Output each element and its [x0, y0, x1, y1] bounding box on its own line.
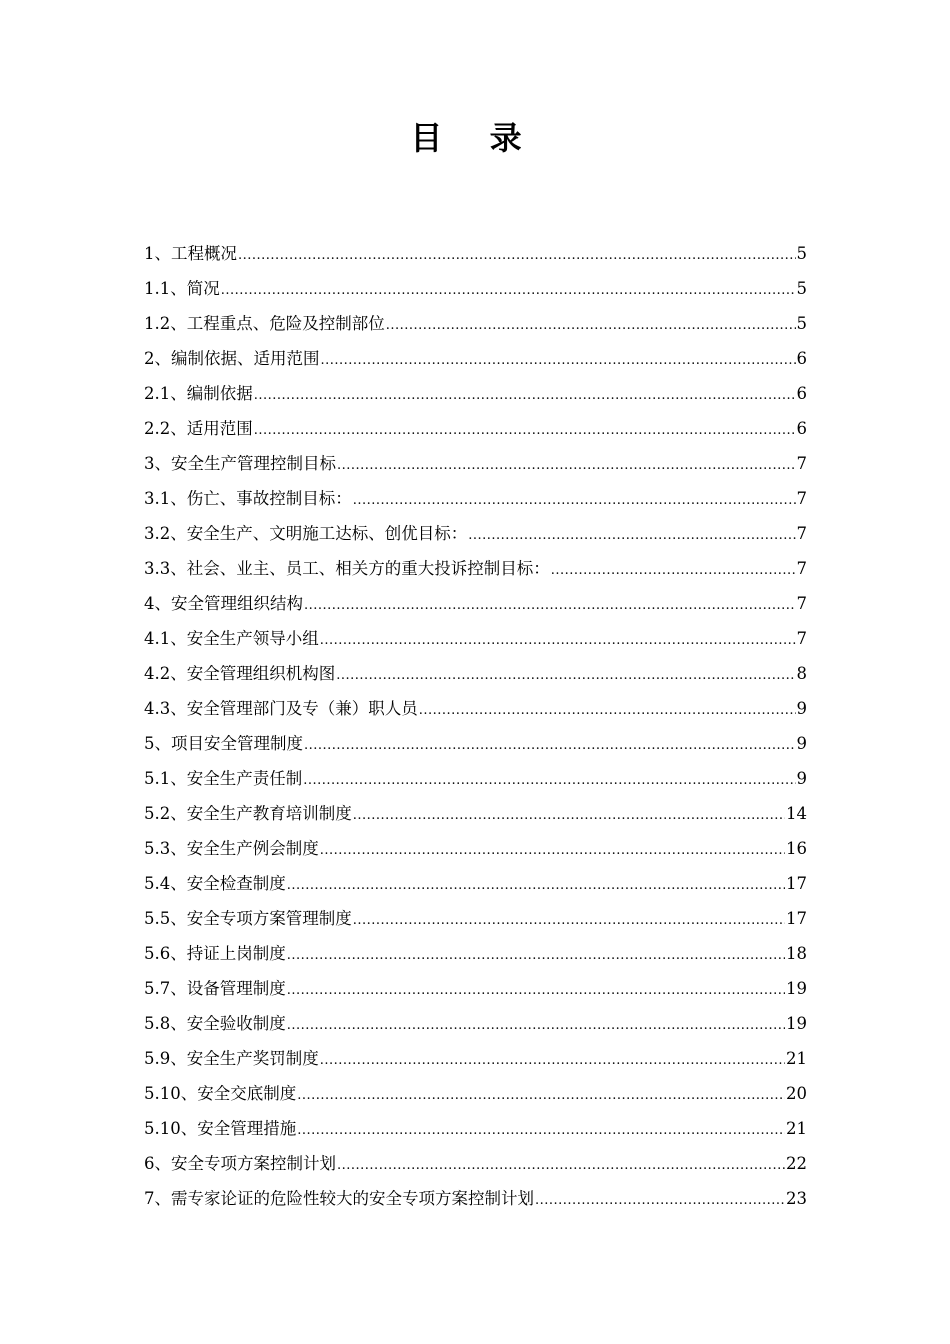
toc-dot-leader	[238, 238, 796, 273]
toc-dot-leader	[386, 308, 796, 343]
toc-entry-page-number: 19	[786, 1014, 807, 1033]
toc-dot-leader	[535, 1183, 785, 1218]
toc-entry[interactable]	[144, 971, 807, 1006]
toc-entry-label: 5.1、安全生产责任制	[144, 769, 303, 788]
toc-entry[interactable]	[144, 1006, 807, 1041]
toc-dot-leader	[419, 693, 796, 728]
toc-entry-label: 5.9、安全生产奖罚制度	[144, 1049, 319, 1068]
toc-dot-leader	[468, 518, 795, 553]
toc-dot-leader	[287, 938, 785, 973]
page-title: 目 录	[410, 119, 540, 157]
toc-entry-label: 3.2、安全生产、文明施工达标、创优目标：	[144, 524, 468, 543]
toc-dot-leader	[320, 833, 785, 868]
toc-entry-page-number: 7	[796, 524, 807, 543]
toc-entry-label: 7、需专家论证的危险性较大的安全专项方案控制计划	[144, 1189, 534, 1208]
toc-entry[interactable]	[144, 691, 807, 726]
toc-entry-page-number: 5	[796, 279, 807, 298]
toc-entry-page-number: 7	[796, 629, 807, 648]
toc-entry[interactable]	[144, 656, 807, 691]
toc-entry-label: 4.3、安全管理部门及专（兼）职人员	[144, 699, 418, 718]
toc-dot-leader	[287, 973, 785, 1008]
toc-entry-label: 5、项目安全管理制度	[144, 734, 303, 753]
toc-dot-leader	[297, 1113, 785, 1148]
toc-entry[interactable]	[144, 761, 807, 796]
toc-entry-label: 6、安全专项方案控制计划	[144, 1154, 336, 1173]
toc-entry-page-number: 9	[796, 734, 807, 753]
toc-entry-page-number: 16	[786, 839, 807, 858]
toc-entry-label: 5.4、安全检查制度	[144, 874, 286, 893]
toc-dot-leader	[320, 1043, 785, 1078]
toc-entry-label: 2、编制依据、适用范围	[144, 349, 320, 368]
toc-entry-page-number: 23	[786, 1189, 807, 1208]
toc-entry-page-number: 7	[796, 559, 807, 578]
toc-dot-leader	[337, 448, 796, 483]
toc-entry[interactable]	[144, 1076, 807, 1111]
toc-entry[interactable]	[144, 901, 807, 936]
toc-entry-page-number: 7	[796, 594, 807, 613]
toc-dot-leader	[337, 1148, 785, 1183]
toc-entry[interactable]	[144, 411, 807, 446]
toc-entry-label: 3、安全生产管理控制目标	[144, 454, 336, 473]
toc-entry[interactable]	[144, 866, 807, 901]
toc-entry[interactable]	[144, 376, 807, 411]
toc-entry-page-number: 5	[796, 244, 807, 263]
toc-dot-leader	[321, 343, 796, 378]
toc-dot-leader	[221, 273, 796, 308]
toc-entry-page-number: 14	[786, 804, 807, 823]
toc-entry[interactable]	[144, 236, 807, 271]
toc-entry[interactable]	[144, 1111, 807, 1146]
toc-entry-label: 5.3、安全生产例会制度	[144, 839, 319, 858]
toc-entry[interactable]	[144, 446, 807, 481]
toc-entry-page-number: 21	[786, 1119, 807, 1138]
toc-entry-page-number: 5	[796, 314, 807, 333]
toc-entry-label: 2.2、适用范围	[144, 419, 253, 438]
toc-dot-leader	[254, 413, 796, 448]
toc-dot-leader	[287, 1008, 785, 1043]
toc-dot-leader	[254, 378, 796, 413]
toc-entry-page-number: 18	[786, 944, 807, 963]
toc-entry[interactable]	[144, 831, 807, 866]
toc-entry-page-number: 17	[786, 874, 807, 893]
toc-entry-page-number: 22	[786, 1154, 807, 1173]
toc-entry-label: 5.8、安全验收制度	[144, 1014, 286, 1033]
toc-entry[interactable]	[144, 481, 807, 516]
toc-dot-leader	[336, 658, 795, 693]
toc-entry-label: 3.3、社会、业主、员工、相关方的重大投诉控制目标：	[144, 559, 550, 578]
toc-entry-label: 1、工程概况	[144, 244, 237, 263]
toc-entry[interactable]	[144, 621, 807, 656]
toc-entry-label: 4、安全管理组织结构	[144, 594, 303, 613]
toc-entry[interactable]	[144, 341, 807, 376]
toc-entry[interactable]	[144, 726, 807, 761]
toc-entry-page-number: 19	[786, 979, 807, 998]
toc-dot-leader	[353, 483, 796, 518]
toc-entry-page-number: 20	[786, 1084, 807, 1103]
toc-dot-leader	[551, 553, 796, 588]
toc-entry-page-number: 9	[796, 769, 807, 788]
toc-entry-label: 3.1、伤亡、事故控制目标：	[144, 489, 352, 508]
toc-dot-leader	[287, 868, 785, 903]
toc-dot-leader	[353, 903, 785, 938]
toc-dot-leader	[304, 728, 796, 763]
toc-entry-label: 2.1、编制依据	[144, 384, 253, 403]
toc-entry-page-number: 17	[786, 909, 807, 928]
toc-entry[interactable]	[144, 586, 807, 621]
toc-entry-page-number: 7	[796, 489, 807, 508]
toc-entry[interactable]	[144, 306, 807, 341]
toc-entry-label: 4.2、安全管理组织机构图	[144, 664, 336, 683]
toc-entry[interactable]	[144, 936, 807, 971]
toc-entry[interactable]	[144, 271, 807, 306]
toc-dot-leader	[304, 588, 796, 623]
toc-entry[interactable]	[144, 516, 807, 551]
toc-entry-label: 5.5、安全专项方案管理制度	[144, 909, 352, 928]
toc-dot-leader	[303, 763, 795, 798]
toc-entry-page-number: 6	[796, 384, 807, 403]
toc-dot-leader	[353, 798, 785, 833]
toc-entry-label: 5.10、安全管理措施	[144, 1119, 297, 1138]
table-of-contents	[144, 236, 807, 1216]
toc-entry[interactable]	[144, 1041, 807, 1076]
toc-entry[interactable]	[144, 1146, 807, 1181]
toc-entry-label: 1.2、工程重点、危险及控制部位	[144, 314, 385, 333]
toc-entry-label: 5.10、安全交底制度	[144, 1084, 297, 1103]
toc-dot-leader	[320, 623, 796, 658]
toc-entry-label: 5.6、持证上岗制度	[144, 944, 286, 963]
toc-entry-page-number: 6	[796, 419, 807, 438]
toc-entry-page-number: 6	[796, 349, 807, 368]
toc-entry-page-number: 21	[786, 1049, 807, 1068]
toc-entry[interactable]	[144, 551, 807, 586]
toc-dot-leader	[297, 1078, 785, 1113]
toc-entry-label: 1.1、简况	[144, 279, 220, 298]
toc-entry[interactable]	[144, 796, 807, 831]
toc-entry-page-number: 7	[796, 454, 807, 473]
toc-entry-label: 5.7、设备管理制度	[144, 979, 286, 998]
toc-entry-page-number: 8	[796, 664, 807, 683]
toc-entry-page-number: 9	[796, 699, 807, 718]
toc-entry-label: 4.1、安全生产领导小组	[144, 629, 319, 648]
toc-entry-label: 5.2、安全生产教育培训制度	[144, 804, 352, 823]
toc-entry[interactable]	[144, 1181, 807, 1216]
